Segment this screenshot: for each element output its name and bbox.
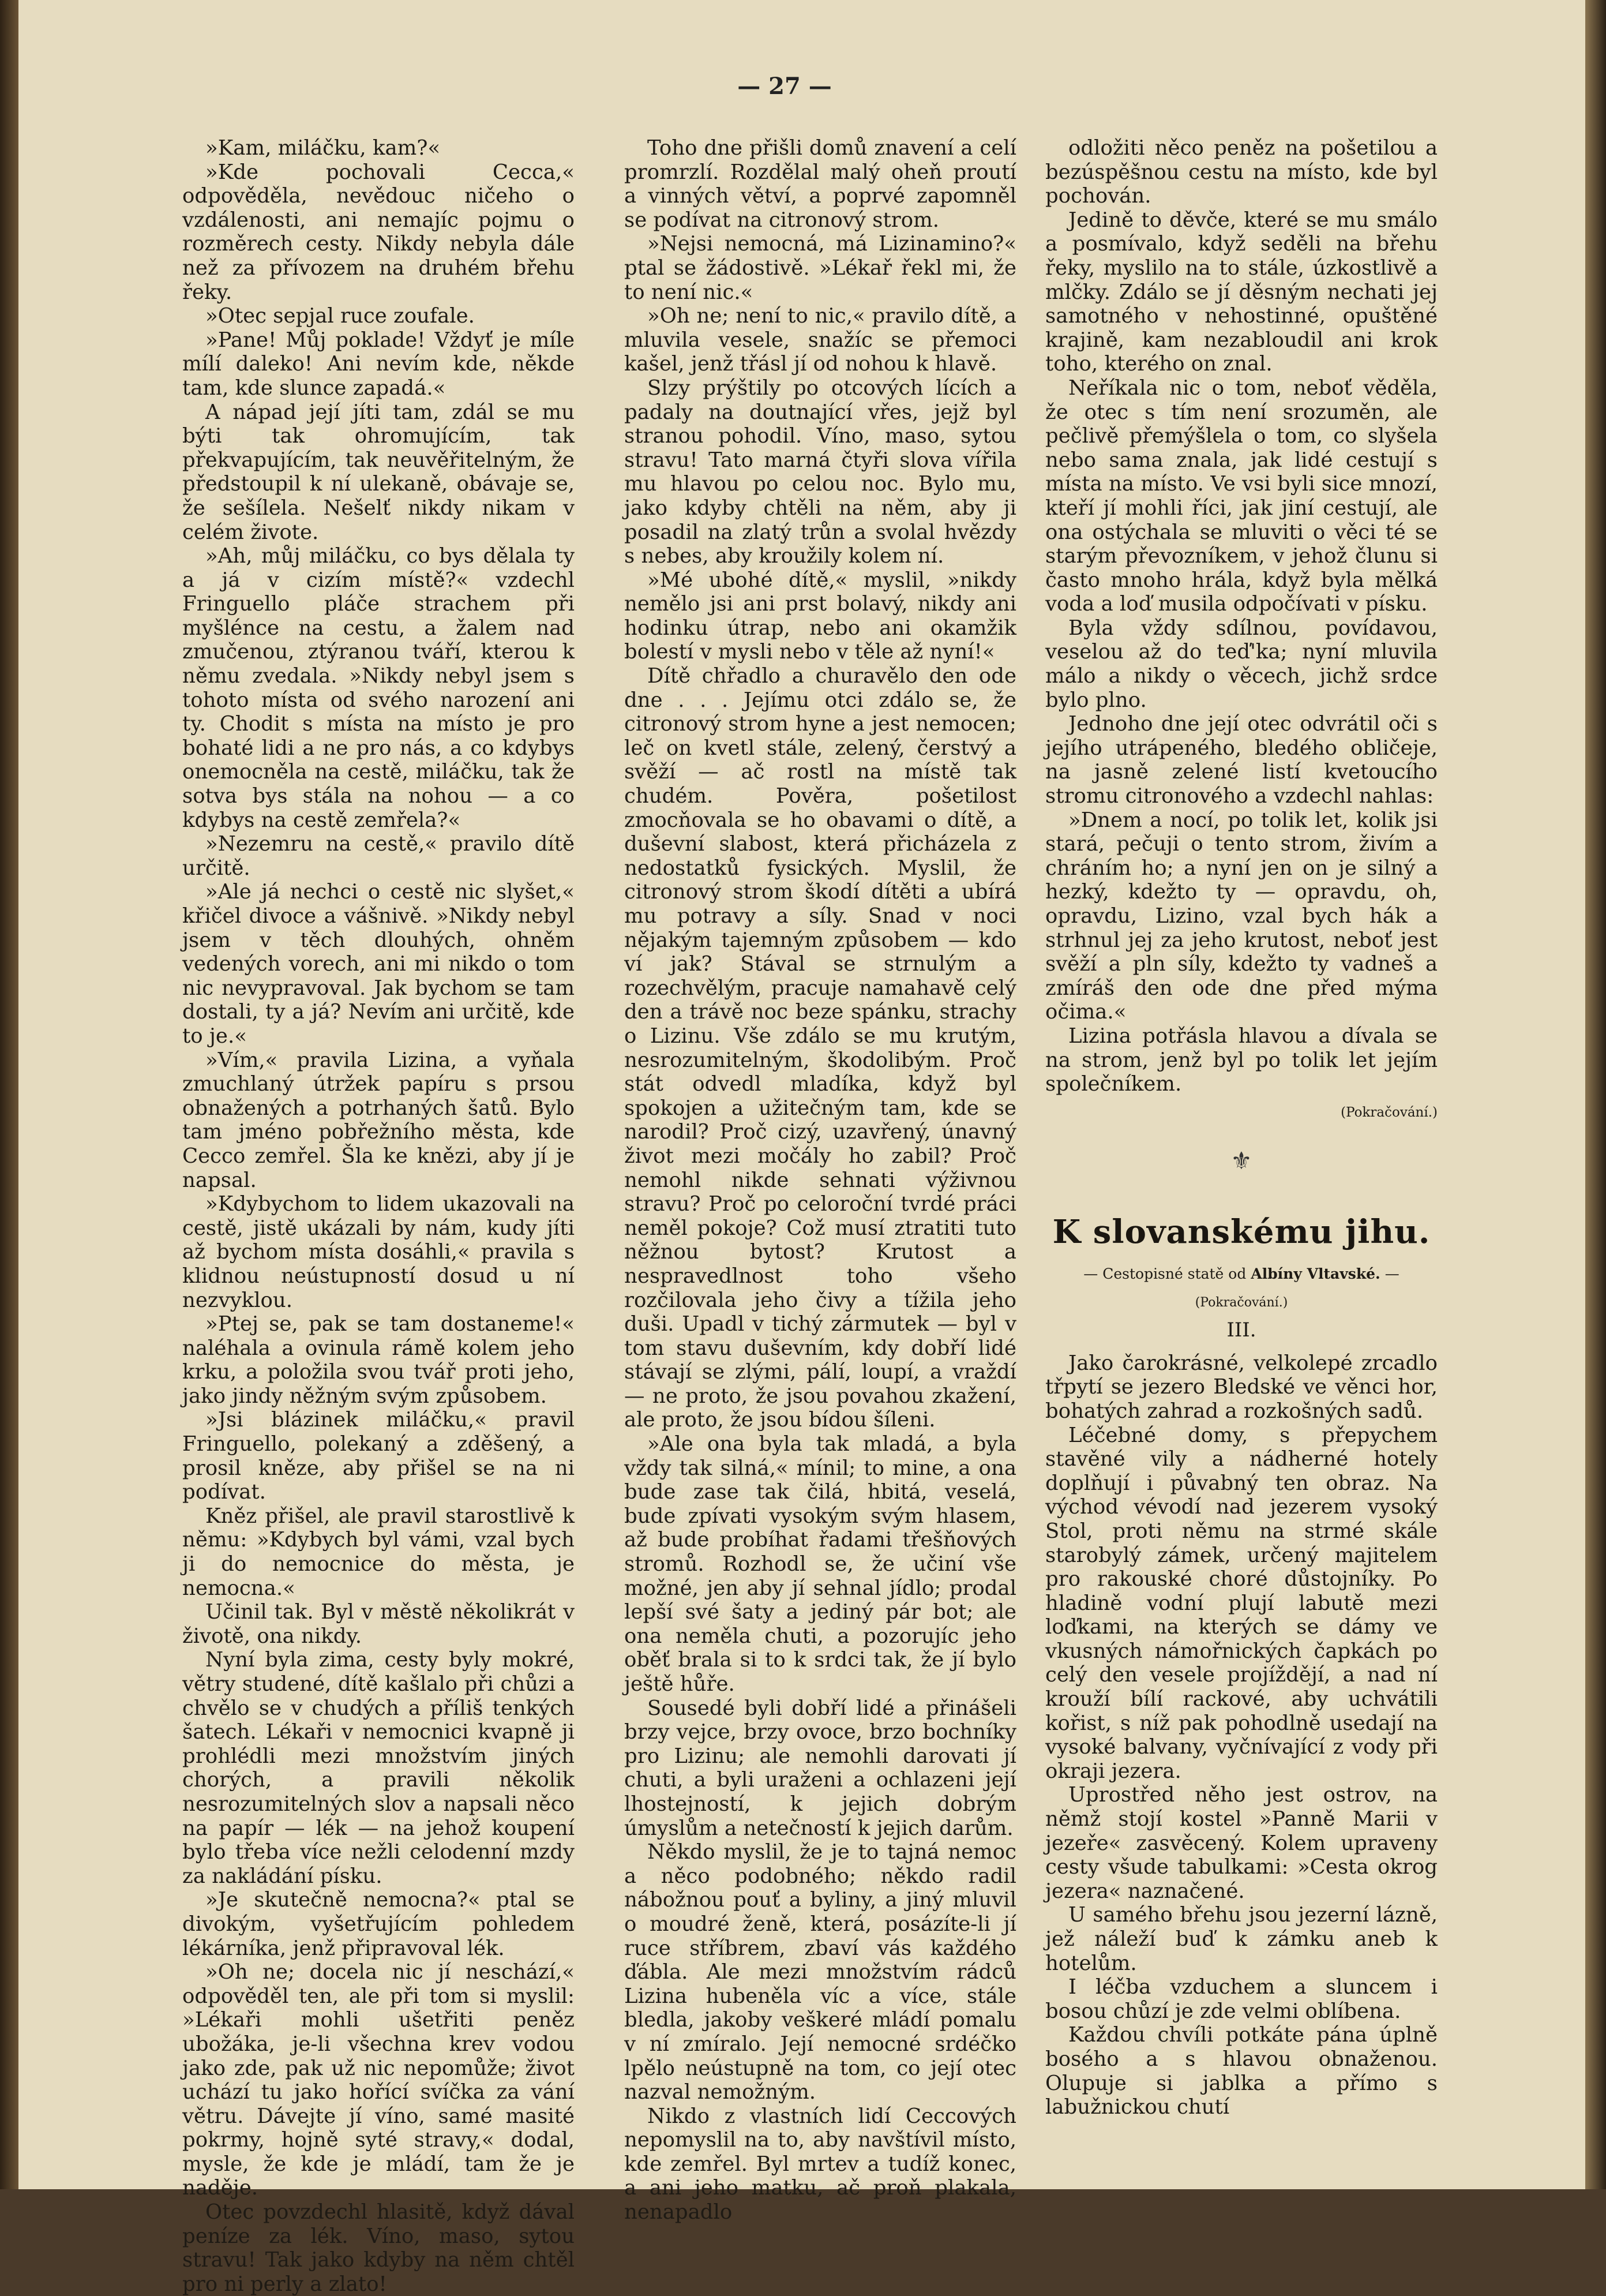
paragraph: Slzy prýštily po otcových lících a padaly na doutnající vřes, jejž byl stranou pohodil. Víno, maso, sytou stravu! Tato marná čtyři slova vířila mu hlavou po celou noc. Bylo mu, jako kdyby chtěli na něm, aby ji posadil na zlatý trůn a svolal hvězdy s nebes, aby kroužily kolem ní. xyxy=(624,376,1016,568)
paragraph: A nápad její jíti tam, zdál se mu býti tak ohromujícím, tak překvapujícím, tak neuvěřitelným, že předstoupil k ní ulekaně, obávaje se, že sešílela. Nešelť nikdy nikam v celém živote. xyxy=(182,400,575,544)
paragraph: »Oh ne; docela nic jí neschází,« odpověděl ten, ale při tom si myslil: »Lékaři mohli ušetřiti peněz ubožáka, je-li všechna krev vodou jako zde, pak už nic nepomůže; život uchází tu jako hořící svíčka za vání větru. Dávejte jí víno, samé masité pokrmy, hojně syté stravy,« dodal, mysle, že kde je mládí, tam že je naděje. xyxy=(182,1960,575,2200)
paragraph: I léčba vzduchem a sluncem i bosou chůzí je zde velmi oblíbena. xyxy=(1045,1975,1438,2023)
paragraph: »Ptej se, pak se tam dostaneme!« naléhala a ovinula rámě kolem jeho krku, a položila svou tvář proti jeho, jako jindy něžným svým způsobem. xyxy=(182,1312,575,1408)
paragraph: »Mé ubohé dítě,« myslil, »nikdy nemělo jsi ani prst bolavý, nikdy ani hodinku útrap, nebo ani okamžik bolestí v mysli nebo v těle až nyní!« xyxy=(624,568,1016,664)
paragraph: Kněz přišel, ale pravil starostlivě k němu: »Kdybych byl vámi, vzal bych ji do nemocnice do města, je nemocna.« xyxy=(182,1504,575,1600)
book-edge-right xyxy=(1585,0,1606,2189)
paragraph: »Kam, miláčku, kam?« xyxy=(205,136,441,160)
article-byline xyxy=(1045,1263,1438,1286)
paragraph: Sousedé byli dobří lidé a přinášeli brzy vejce, brzy ovoce, brzo bochníky pro Lizinu; ale nemohli darovati jí chuti, a byli uraženi a ochlazeni její lhostejností, k jejich dobrým úmyslům a netečností k jejich darům. xyxy=(624,1696,1016,1840)
paragraph: »Ale já nechci o cestě nic slyšet,« křičel divoce a vášnivě. »Nikdy nebyl jsem v těch dlouhých, ohněm vedených vorech, ani mi nikdo o tom nic nevypravoval. Jak bychom se tam dostali, ty a já? Nevím ani určitě, kde to je.« xyxy=(182,880,575,1048)
byline-prefix: — Cestopisné statě od xyxy=(1083,1265,1247,1282)
paragraph: Otec povzdechl hlasitě, když dával peníze za lék. Víno, maso, sytou stravu! Tak jako kdyby na něm chtěl pro ni perly a zlato! xyxy=(182,2200,575,2296)
article-title: K slovanskému jihu. xyxy=(1052,1212,1431,1251)
paragraph: »Nejsi nemocná, má Lizinamino?« ptal se žádostivě. »Lékař řekl mi, že to není nic.« xyxy=(624,232,1016,304)
fleuron-icon: ⚜ xyxy=(1230,1146,1252,1175)
paragraph: Nikdo z vlastních lidí Ceccových nepomyslil na to, aby navštívil místo, kde zemřel. Byl mrtev a tudíž konec, a ani jeho matku, ač proň plakala, nenapadlo xyxy=(624,2104,1016,2224)
paragraph: Jako čarokrásné, velkolepé zrcadlo třpytí se jezero Bledské ve věnci hor, bohatých zahrad a rozkošných sadů. xyxy=(1045,1351,1438,1423)
paragraph: Lizina potřásla hlavou a dívala se na strom, jenž byl po tolik let jejím společníkem. xyxy=(1045,1024,1438,1096)
paragraph: »Kde pochovali Cecca,« odpověděla, nevědouc ničeho o vzdálenosti, ani nemajíc pojmu o rozměrech cesty. Nikdy nebyla dále než za přívozem na druhém břehu řeky. xyxy=(182,160,575,304)
paragraph: »Ah, můj miláčku, co bys dělala ty a já v cizím místě?« vzdechl Fringuello pláče strachem při myšlénce na cestu, a žalem nad zmučenou, ztýranou tváří, kterou k němu zvedala. »Nikdy nebyl jsem s tohoto místa od svého narození ani ty. Chodit s místa na místo je pro bohaté lidi a ne pro nás, a co kdybys onemocněla na cestě, miláčku, tak že sotva bys stála na nohou — a co kdybys na cestě zemřela?« xyxy=(182,544,575,832)
paragraph: Byla vždy sdílnou, povídavou, veselou až do teď'ka; nyní mluvila málo a nikdy o věcech, jichž srdce bylo plno. xyxy=(1045,616,1438,712)
paragraph: »Je skutečně nemocna?« ptal se divokým, vyšetřujícím pohledem lékárníka, jenž připravoval lék. xyxy=(182,1888,575,1960)
article-continued-label: (Pokračování.) xyxy=(1195,1295,1288,1310)
page-number: — 27 — xyxy=(737,73,832,100)
paragraph: odložiti něco peněz na pošetilou a bezúspěšnou cestu na místo, kde byl pochován. xyxy=(1045,136,1438,208)
column-3 xyxy=(1045,136,1438,2119)
paragraph: »Otec sepjal ruce zoufale. xyxy=(205,304,475,328)
paragraph: »Pane! Můj poklade! Vždyť je míle mílí daleko! Ani nevím kde, někde tam, kde slunce zapadá.« xyxy=(182,328,575,400)
paragraph: »Jsi blázinek miláčku,« pravil Fringuello, polekaný a zděšený, a prosil kněze, aby přišel se na ni podívat. xyxy=(182,1408,575,1504)
paragraph: Uprostřed něho jest ostrov, na němž stojí kostel »Panně Marii v jezeře« zasvěcený. Kolem upraveny cesty všude tabulkami: »Cesta okrog jezera« naznačené. xyxy=(1045,1783,1438,1903)
paragraph: U samého břehu jsou jezerní lázně, jež náleží buď k zámku aneb k hotelům. xyxy=(1045,1903,1438,1975)
byline-suffix: — xyxy=(1384,1265,1399,1282)
paragraph: Dítě chřadlo a churavělo den ode dne . . . Jejímu otci zdálo se, že citronový strom hyne a jest nemocen; leč on kvetl stále, zelený, čerstvý a svěží — ač rostl na místě tak chudém. Pověra, pošetilost zmocňovala se ho obavami o dítě, a duševní slabost, která přicházela z nedostatků fysických. Myslil, že citronový strom škodí dítěti a ubírá mu potravy a síly. Snad v noci nějakým tajemným způsobem — kdo ví jak? Stával se strnulým a rozechvělým, pracuje namahavě celý den a trávě noc beze spánku, strachy o Lizinu. Vše zdálo se mu krutým, nesrozumitelným, škodolibým. Proč stát odvedl mladíka, když byl spokojen a užitečným tam, kde se narodil? Proč cizý, uzavřený, únavný život mezi močály ho zabil? Proč nemohl nikde sehnati výživnou stravu? Proč po celoroční tvrdé práci neměl pokoje? Což musí ztratiti tuto něžnou bytost? Krutost a nespravedlnost toho všeho rozčilovala jeho čivy a tížila jeho duši. Upadl v tichý zármutek — byl v tom stavu duševním, kdy dobří lidé stávají se zlými, pálí, loupí, a vraždí — ne proto, že jsou povahou zkažení, ale proto, že jsou bídou šíleni. xyxy=(624,664,1016,1432)
paragraph: Toho dne přišli domů znavení a celí promrzlí. Rozdělal malý oheň proutí a vinných větví, a poprvé zapomněl se podívat na citronový strom. xyxy=(624,136,1016,232)
paragraph: Každou chvíli potkáte pána úplně bosého a s hlavou obnaženou. Olupuje si jablka a přímo s labužnickou chutí xyxy=(1045,2023,1438,2119)
column-2 xyxy=(624,136,1016,2224)
paragraph: Neříkala nic o tom, neboť věděla, že otec s tím není srozuměn, ale pečlivě přemýšlela o tom, co slyšela nebo sama znala, jak lidé cestují s místa na místo. Ve vsi byli sice mnozí, kteří jí mohli říci, jak jiní cestují, ale ona ostýchala se mluviti o věci té se starým převozníkem, v jehož člunu si často mnoho hrála, když byla mělká voda a loď musila odpočívati v písku. xyxy=(1045,376,1438,616)
paragraph: Někdo myslil, že je to tajná nemoc a něco podobného; někdo radil nábožnou pouť a byliny, a jiný mluvil o moudré ženě, která, posázíte-li jí ruce stříbrem, zbaví vás každého ďábla. Ale mezi množstvím rádců Lizina hubeněla víc a více, stále bledla, jakoby veškeré mládí pomalu v ní zmíralo. Její nemocné srdéčko lpělo neústupně na tom, co její otec nazval nemožným. xyxy=(624,1840,1016,2104)
section-number: III. xyxy=(1226,1318,1256,1342)
continued-label: (Pokračování.) xyxy=(1341,1104,1438,1120)
paragraph: »Dnem a nocí, po tolik let, kolik jsi stará, pečuji o tento strom, živím a chráním ho; a nyní jen on je silný a hezký, kdežto ty — opravdu, oh, opravdu, Lizino, vzal bych hák a strhnul jej za jeho krutost, neboť jest svěží a pln síly, kdežto ty vadneš a zmíráš den ode dne před mýma očima.« xyxy=(1045,808,1438,1024)
paragraph: Jedině to děvče, které se mu smálo a posmívalo, když seděli na břehu řeky, myslilo na to stále, úzkostlivě a mlčky. Zdálo se jí děsným nechati jej samotného v nehostinné, opuštěné krajině, kam nezabloudil ani krok toho, kterého on znal. xyxy=(1045,208,1438,376)
paragraph: »Ale ona byla tak mladá, a byla vždy tak silná,« mínil; to mine, a ona bude zase tak čilá, hbitá, veselá, bude zpívati vysokým svým hlasem, až bude probíhat řadami třešňových stromů. Rozhodl se, že učiní vše možné, jen aby jí sehnal jídlo; prodal lepší své šaty a jediný pár bot; ale ona neměla chuti, a pozorujíc jeho oběť brala si to k srdci tak, že jí bylo ještě hůře. xyxy=(624,1432,1016,1696)
paragraph: »Kdybychom to lidem ukazovali na cestě, jistě ukázali by nám, kudy jíti až bychom místa dosáhli,« pravila s klidnou neústupností dosud u ní nezvyklou. xyxy=(182,1192,575,1312)
paragraph: Léčebné domy, s přepychem stavěné vily a nádherné hotely doplňují i půvabný ten obraz. Na východ vévodí nad jezerem vysoký Stol, proti němu na strmé skále starobylý zámek, určený majitelem pro rakouské choré důstojníky. Po hladině vodní plují labutě mezi loďkami, na kterých se dámy ve vkusných námořnických čapkách po celý den vesele projíždějí, a nad ní krouží bílí rackové, aby uchvátili kořist, s níž pak pohodlně usedají na vysoké balvany, vyčnívající z vody při okraji jezera. xyxy=(1045,1423,1438,1783)
paragraph: Jednoho dne její otec odvrátil oči s jejího utrápeného, bledého obličeje, na jasně zelené listí kvetoucího stromu citronového a vzdechl nahlas: xyxy=(1045,712,1438,808)
paragraph: »Nezemru na cestě,« pravilo dítě určitě. xyxy=(182,832,575,880)
book-gutter-left xyxy=(0,0,18,2189)
column-1 xyxy=(182,136,575,2296)
author-name: Albíny Vltavské. xyxy=(1251,1265,1380,1282)
paragraph: Nyní byla zima, cesty byly mokré, větry studené, dítě kašlalo při chůzi a chvělo se v chudých a příliš tenkých šatech. Lékaři v nemocnici kvapně ji prohlédli mezi množstvím jiných chorých, a pravili několik nesrozumitelných slov a napsali něco na papír — lék — na jehož koupení bylo třeba více nežli celodenní mzdy za nakládání písku. xyxy=(182,1648,575,1888)
paragraph: Učinil tak. Byl v městě několikrát v životě, ona nikdy. xyxy=(182,1600,575,1648)
paragraph: »Oh ne; není to nic,« pravilo dítě, a mluvila vesele, snažíc se přemoci kašel, jenž třásl jí od nohou k hlavě. xyxy=(624,304,1016,376)
paragraph: »Vím,« pravila Lizina, a vyňala zmuchlaný útržek papíru s prsou obnažených a potrhaných šatů. Bylo tam jméno pobřežního města, kde Cecco zemřel. Šla ke knězi, aby jí je napsal. xyxy=(182,1048,575,1192)
